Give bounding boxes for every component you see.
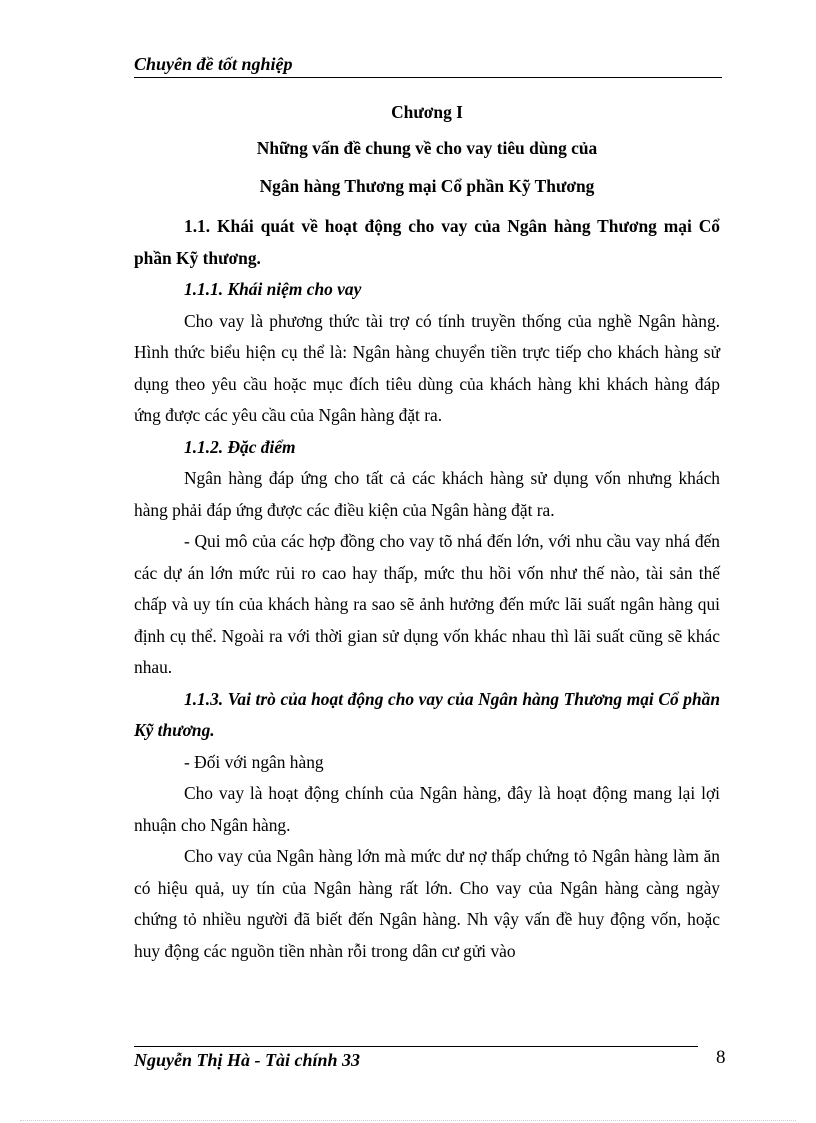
page-edge xyxy=(20,1120,796,1121)
paragraph: Cho vay là phương thức tài trợ có tính truyền thống của nghề Ngân hàng. Hình thức biểu hiện cụ thể là: Ngân hàng chuyển tiền trực tiếp cho khách hàng sử dụng theo yêu cầu hoặc mục đích tiêu dùng của khách hàng khi khách hàng đáp ứng được các yêu cầu của Ngân hàng đặt ra. xyxy=(134,310,720,425)
footer-author: Nguyễn Thị Hà - Tài chính 33 xyxy=(134,1050,361,1070)
chapter-label: Chương I xyxy=(391,102,463,122)
section-heading-1-1-1: 1.1.1. Khái niệm cho vay xyxy=(184,279,362,299)
chapter-title-line2: Ngân hàng Thương mại Cổ phần Kỹ Thương xyxy=(259,176,595,196)
page-number: 8 xyxy=(716,1047,726,1068)
header-rule xyxy=(134,77,722,78)
paragraph: - Qui mô của các hợp đồng cho vay tõ nhá đến lớn, với nhu cầu vay nhá đến các dự án lớn mức rủi ro cao hay thấp, mức thu hồi vốn như thế nào, tài sản thế chấp và uy tín của khách hàng ra sao sẽ ảnh hưởng đến mức lãi suất ngân hàng qui định cụ thể. Ngoài ra với thời gian sử dụng vốn khác nhau thì lãi suất cũng sẽ khác nhau. xyxy=(134,531,720,677)
page-body xyxy=(134,95,720,967)
section-heading-1-1-3: 1.1.3. Vai trò của hoạt động cho vay của Ngân hàng Thương mại Cổ phần Kỹ thương. xyxy=(134,688,720,740)
section-heading-1-1-2: 1.1.2. Đặc điểm xyxy=(184,436,296,457)
section-heading-1-1: 1.1. Khái quát về hoạt động cho vay của Ngân hàng Thương mại Cổ phần Kỹ thương. xyxy=(134,216,720,268)
paragraph: Ngân hàng đáp ứng cho tất cả các khách hàng sử dụng vốn nhưng khách hàng phải đáp ứng được các điều kiện của Ngân hàng đặt ra. xyxy=(134,468,720,520)
paragraph: Cho vay của Ngân hàng lớn mà mức dư nợ thấp chứng tỏ Ngân hàng làm ăn có hiệu quả, uy tín của Ngân hàng rất lớn. Cho vay của Ngân hàng càng ngày chứng tỏ nhiều người đã biết đến Ngân hàng. Nh vậy vấn đề huy động vốn, hoặc huy động các nguồn tiền nhàn rỗi trong dân cư gửi vào xyxy=(134,846,720,961)
paragraph: - Đối với ngân hàng xyxy=(184,751,324,772)
header-title: Chuyên đề tốt nghiệp xyxy=(134,54,293,74)
paragraph: Cho vay là hoạt động chính của Ngân hàng, đây là hoạt động mang lại lợi nhuận cho Ngân hàng. xyxy=(134,783,720,835)
chapter-title-line1: Những vấn đề chung về cho vay tiêu dùng của xyxy=(256,138,598,158)
footer-rule xyxy=(134,1046,698,1047)
